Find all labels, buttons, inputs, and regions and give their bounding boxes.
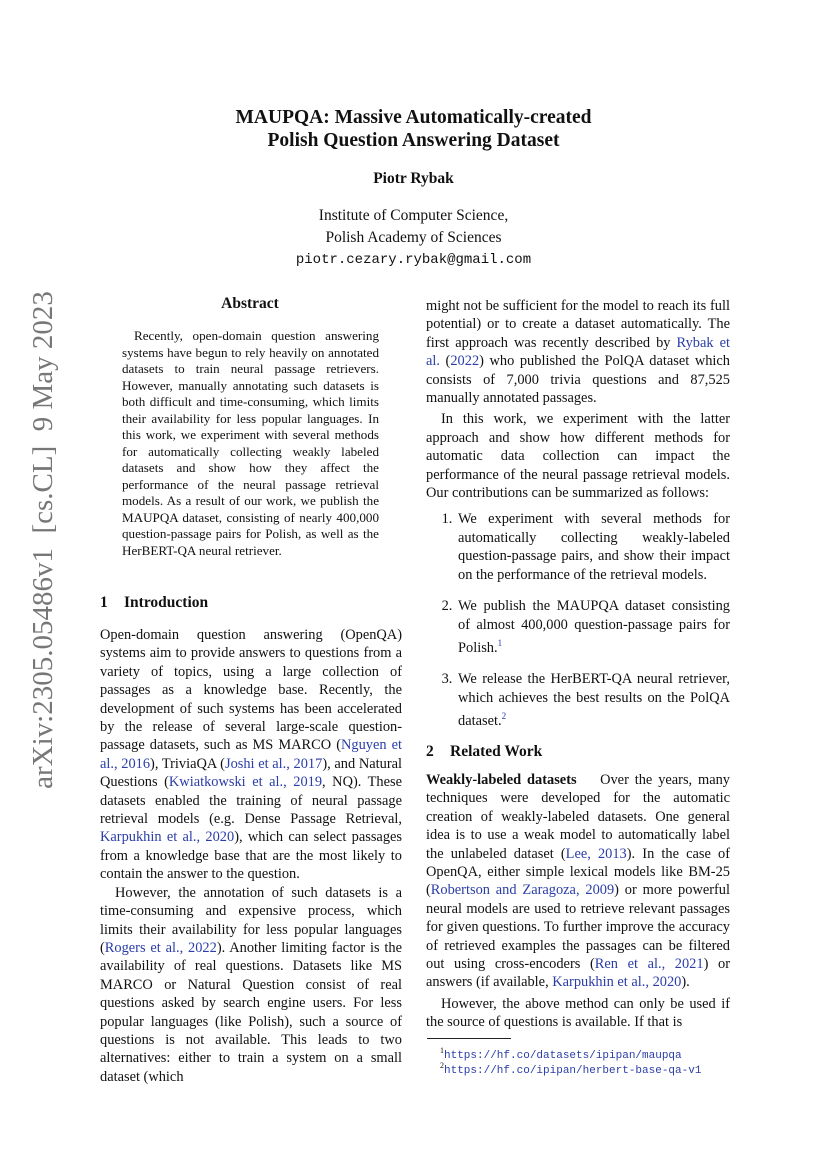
section-title: Introduction xyxy=(124,594,209,611)
citation-link[interactable]: Lee, 2013 xyxy=(565,845,627,862)
paragraph-heading: Weakly-labeled datasets xyxy=(426,772,577,788)
footnote-number: 1 xyxy=(440,1046,444,1055)
title-line-2: Polish Question Answering Dataset xyxy=(267,130,560,151)
section-number: 2 xyxy=(426,743,434,760)
footnote-divider xyxy=(427,1038,511,1039)
list-item: 1. We experiment with several methods for automatically collecting weakly-labeled question-passage pairs, and show their impact on the performance of the retrieval models. xyxy=(456,510,730,584)
author-email[interactable]: piotr.cezary.rybak@gmail.com xyxy=(295,252,532,268)
affiliation-line-1: Institute of Computer Science, xyxy=(318,207,509,224)
footnote-mark[interactable]: 2 xyxy=(501,710,507,721)
paper-title xyxy=(150,106,677,152)
author-name: Piotr Rybak xyxy=(373,170,454,187)
contributions-list xyxy=(426,510,730,730)
citation-link[interactable]: Rogers et al., 2022 xyxy=(104,939,217,956)
arxiv-stamp-text: arXiv:2305.05486v1 [cs.CL] 9 May 2023 xyxy=(27,291,59,789)
footnote-2 xyxy=(440,1059,701,1078)
related-work-body xyxy=(426,771,730,1032)
abstract-body xyxy=(122,328,379,559)
section-related-work-heading xyxy=(426,743,542,761)
citation-link[interactable]: Nguyen et al., 2016 xyxy=(100,737,402,772)
citation-link[interactable]: Karpukhin et al., 2020 xyxy=(552,974,682,991)
introduction-body xyxy=(100,626,402,1086)
citation-link[interactable]: Karpukhin et al., 2020 xyxy=(100,829,235,846)
section-introduction-heading xyxy=(100,594,208,612)
intro-paragraph-2: However, the annotation of such datasets is a time-consuming and expensive process, which limits their availability for less popular languages (Rogers et al., 2022). Another limiting factor is the availability of real questions. Datasets like MS MARCO or Natural Question consist of real questions asked by search engine users. For less popular languages (like Polish), such a source of questions is not available. This leads to two alternatives: either to train a system on a small dataset (which xyxy=(100,884,403,1085)
footnote-url[interactable]: https://hf.co/ipipan/herbert-base-qa-v1 xyxy=(444,1065,702,1077)
affiliation xyxy=(150,205,677,271)
title-line-1: MAUPQA: Massive Automatically-created xyxy=(235,107,592,128)
intro-paragraph-1: Open-domain question answering (OpenQA) systems aim to provide answers to questions from a variety of topics, using a large collection of passages as a knowledge base. Recently, the development of such systems has been accelerated by the release of several large-scale question-passage datasets, such as MS MARCO (Nguyen et al., 2016), TriviaQA (Joshi et al., 2017), and Natural Questions (Kwiatkowski et al., 2019, NQ). These datasets enabled the training of neural passage retrieval models (e.g. Dense Passage Retrieval, Karpukhin et al., 2020), which can select passages from a knowledge base that are the most likely to contain the answer to the question. xyxy=(100,627,403,883)
citation-link[interactable]: Rybak et al. xyxy=(426,334,730,370)
footnote-number: 2 xyxy=(440,1061,444,1070)
arxiv-stamp xyxy=(10,240,68,840)
citation-link[interactable]: 2022 xyxy=(450,353,480,370)
related-paragraph-1: Weakly-labeled datasets Over the years, many techniques were developed for the automatic creation of weakly-labeled datasets. One general idea is to use a weak model to automatically label the unlabeled dataset (Lee, 2013). In the case of OpenQA, either simple lexical models like BM-25 (Robertson and Zaragoza, 2009) or more powerful neural models are used to retrieve relevant passages for given questions. To further improve the accuracy of retrieved examples the passages can be filtered out using cross-encoders (Ren et al., 2021) or answers (if available, Karpukhin et al., 2020). xyxy=(426,772,730,991)
footnote-url[interactable]: https://hf.co/datasets/ipipan/maupqa xyxy=(444,1050,682,1062)
affiliation-line-2: Polish Academy of Sciences xyxy=(325,229,502,246)
citation-link[interactable]: Joshi et al., 2017 xyxy=(224,755,323,772)
citation-link[interactable]: Ren et al., 2021 xyxy=(594,956,704,973)
abstract-text: Recently, open-domain question answering systems have begun to rely heavily on annotated datasets to train neural passage retrievers. However, manually annotating such datasets is both difficult and time-consuming, which limits their availability for less popular languages. In this work, we experiment with several methods for automatically collecting weakly labeled datasets and show how they affect the performance of the neural passage retrieval models. As a result of our work, we publish the MAUPQA dataset, consisting of nearly 400,000 question-passage pairs for Polish, as well as the HerBERT-QA neural retriever. xyxy=(122,328,379,558)
right-paragraph-1: might not be sufficient for the model to reach its full potential) or to create a dataset automatically. The first approach was recently described by Rybak et al. (2022) who published the PolQA dataset which consists of 7,000 trivia questions and 87,525 manually annotated passages. xyxy=(426,298,731,407)
right-column-body xyxy=(426,297,730,743)
footnote-mark[interactable]: 1 xyxy=(497,637,503,648)
citation-link[interactable]: Kwiatkowski et al., 2019 xyxy=(168,774,323,791)
list-item: 2. We publish the MAUPQA dataset consisting of almost 400,000 question-passage pairs for Polish.$^1$ xyxy=(456,597,730,657)
abstract-heading: Abstract xyxy=(221,295,279,312)
section-number: 1 xyxy=(100,594,108,611)
citation-link[interactable]: Robertson and Zaragoza, 2009 xyxy=(430,882,615,899)
right-paragraph-2: In this work, we experiment with the latter approach and show how different methods for automatic data collection can impact the performance of the neural passage retrieval models. Our contributions can be summarized as follows: xyxy=(426,411,730,502)
list-item: 3. We release the HerBERT-QA neural retriever, which achieves the best results on the PolQA dataset.$^2$ xyxy=(456,670,730,730)
related-paragraph-2: However, the above method can only be used if the source of questions is available. If that is xyxy=(426,995,730,1031)
section-title: Related Work xyxy=(450,743,543,760)
